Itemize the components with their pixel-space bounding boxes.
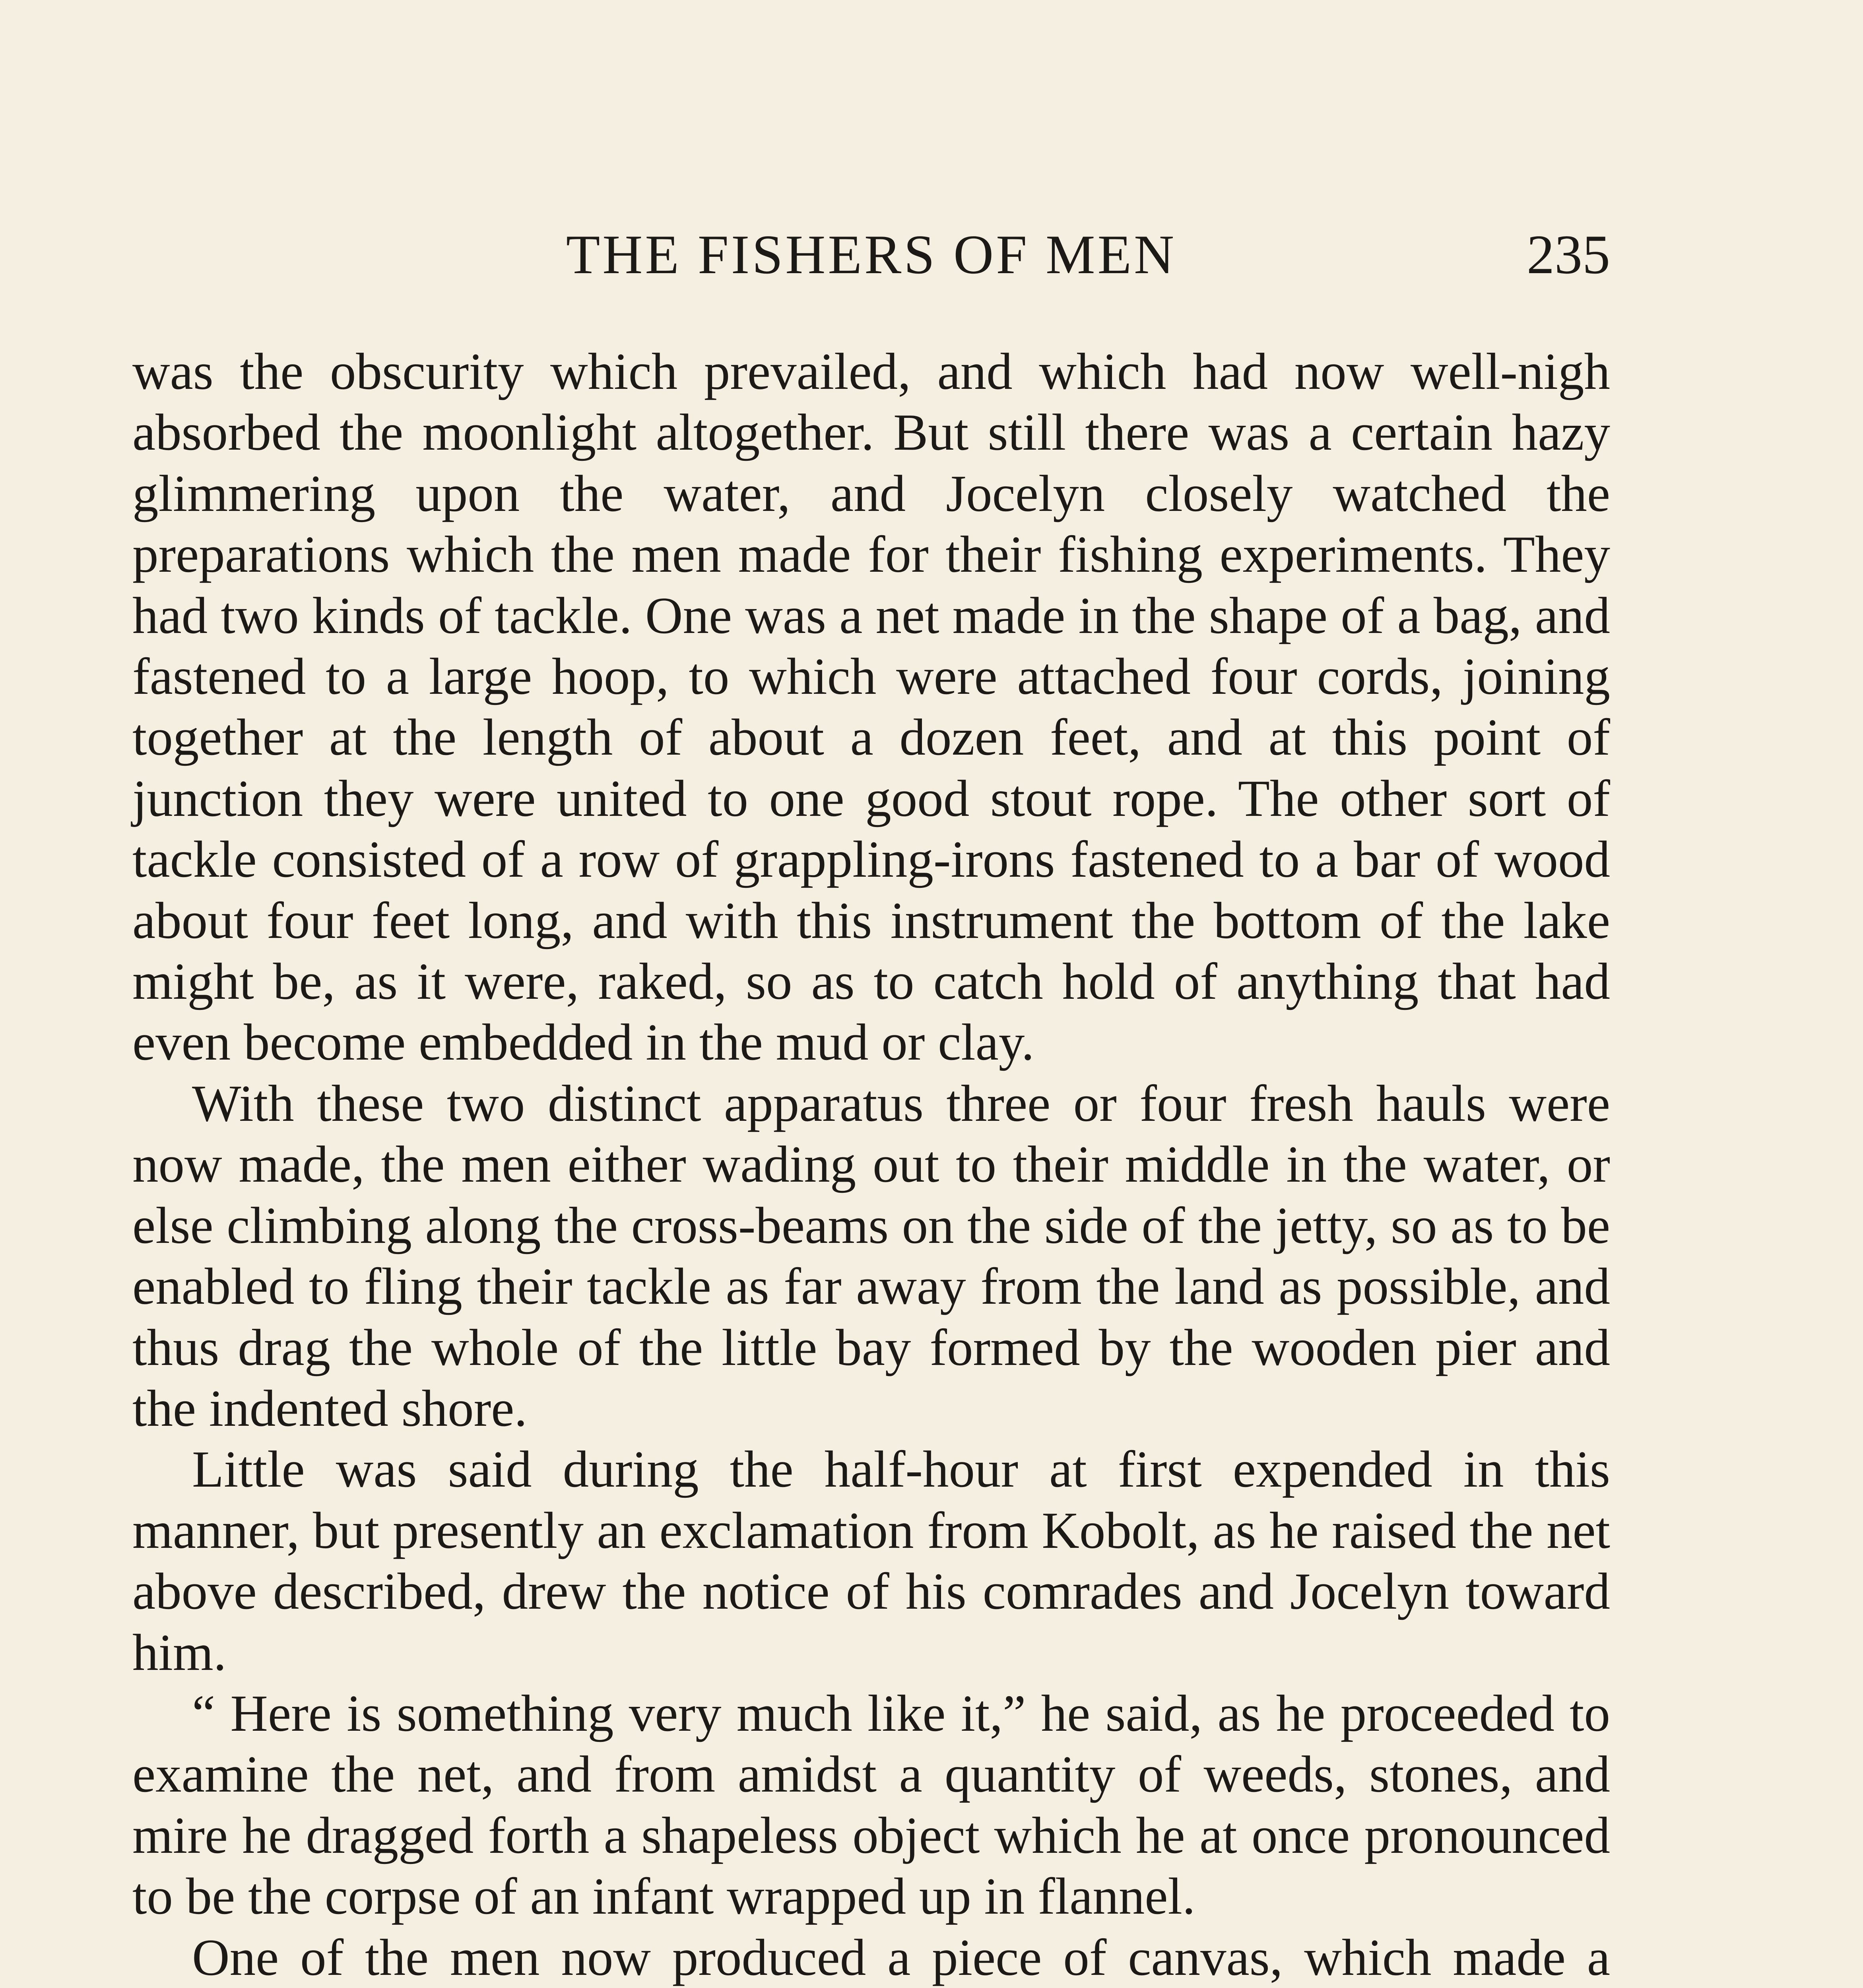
page-number: 235: [1527, 224, 1610, 285]
paragraph: With these two distinct apparatus three or four fresh hauls were now made, the men either wading out to their middle in the water, or else climbing along the cross-beams on the side of the jetty, so as to be enabled to fling their tackle as far away from the land as possible, and thus drag the whole of the little bay formed by the wooden pier and the indented shore.: [132, 1074, 1610, 1437]
running-title: THE FISHERS OF MEN: [566, 224, 1177, 285]
paragraph: was the obscurity which prevailed, and which had now well-nigh absorbed the moonlight altogether. But still there was a certain hazy glimmering upon the water, and Jocelyn closely watched the preparations which the men made for their fishing experiments. They had two kinds of tackle. One was a net made in the shape of a bag, and fastened to a large hoop, to which were attached four cords, joining together at the length of about a dozen feet, and at this point of junction they were united to one good stout rope. The other sort of tackle consisted of a row of grappling-irons fastened to a bar of wood about four feet long, and with this instrument the bottom of the lake might be, as it were, raked, so as to catch hold of anything that had even become embedded in the mud or clay.: [132, 343, 1610, 1072]
running-head: [132, 223, 1610, 302]
paragraph: “ Here is something very much like it,” he said, as he proceeded to examine the net, and from amidst a quantity of weeds, stones, and mire he dragged forth a shapeless object which he at once pronounced to be the corpse of an infant wrapped up in flannel.: [132, 1684, 1610, 1926]
body-text: [132, 341, 1610, 1988]
paragraph: One of the men now produced a piece of canvas, which made a: [192, 1928, 1610, 1986]
paragraph: Little was said during the half-hour at first expended in this manner, but presently an exclamation from Kobolt, as he raised the net above described, drew the notice of his comrades and Jocelyn toward him.: [132, 1441, 1610, 1681]
